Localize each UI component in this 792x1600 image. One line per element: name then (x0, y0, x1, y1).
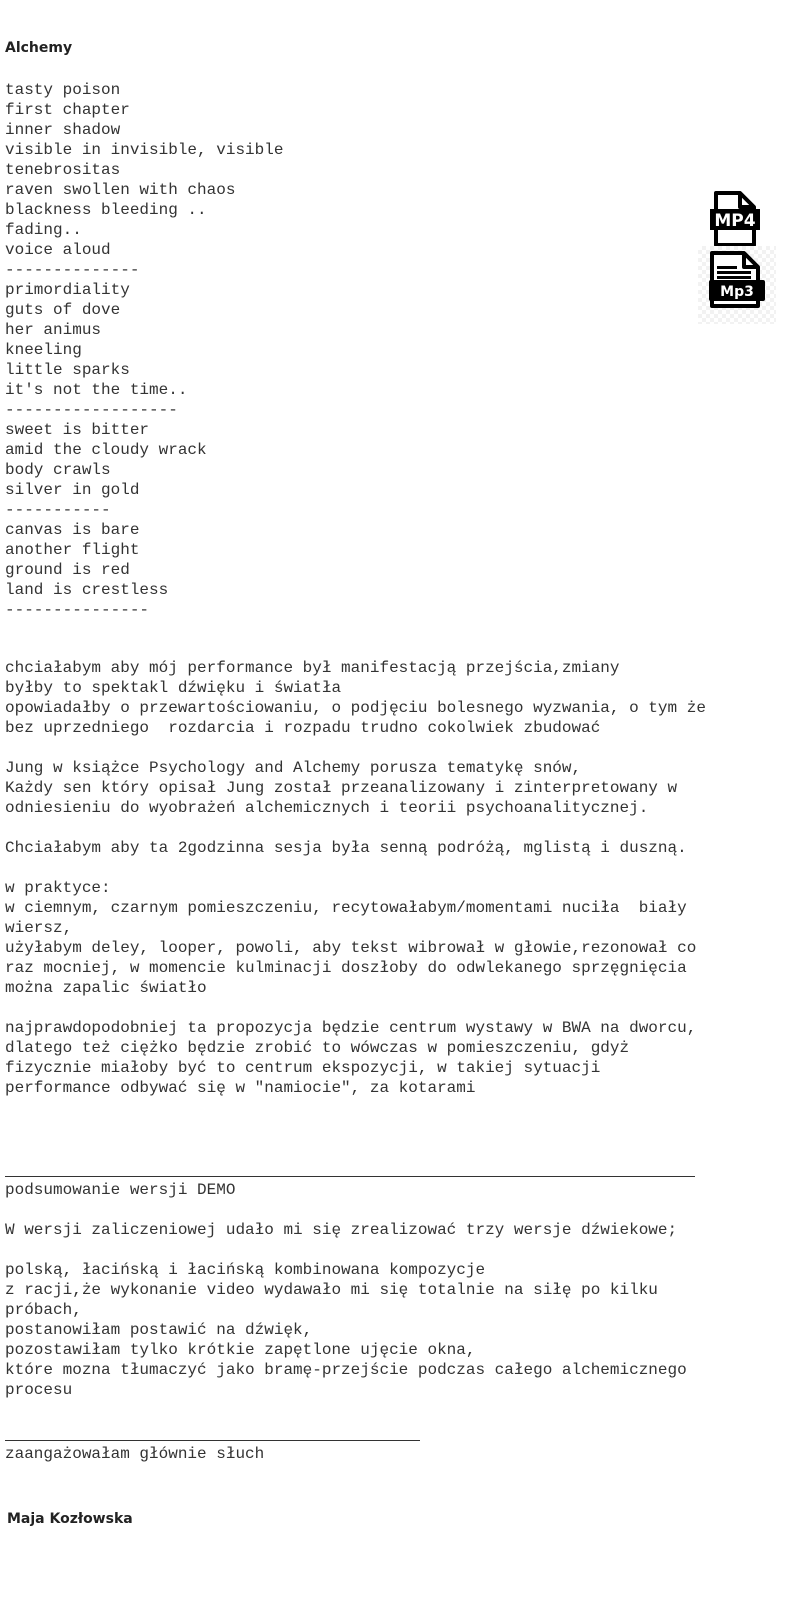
page-title: Alchemy (5, 40, 73, 56)
closing-divider (5, 1440, 420, 1441)
poem-text: tasty poison first chapter inner shadow visible in invisible, visible tenebrositas raven swollen with chaos blackness bleeding .. fading.. voice aloud -------------- primordiality guts of dove her animus kneeling little sparks it's not the time.. ------------------ sweet is bitter amid the cloudy wrack body crawls silver in gold ----------- canvas is bare another flight ground is red land is crestless --------------- (5, 81, 284, 619)
closing-line: zaangażowałam głównie słuch (5, 1445, 265, 1463)
mp3-label: Mp3 (720, 284, 754, 300)
mp4-file-icon (710, 191, 760, 247)
performance-description: chciałabym aby mój performance był manifestacją przejścia,zmiany byłby to spektakl dźwięku i światła opowiadałby o przewartościowaniu, o podjęciu bolesnego wyzwania, o tym że bez uprzedniego rozdarcia i rozpadu trudno cokolwiek zbudować Jung w książce Psychology and Alchemy porusza tematykę snów, Każdy sen który opisał Jung został przeanalizowany i zinterpretowany w odniesieniu do wyobrażeń alchemicznych i teorii psychoanalitycznej. Chciałabym aby ta 2godzinna sesja była senną podróżą, mglistą i duszną. w praktyce: w ciemnym, czarnym pomieszczeniu, recytowałabym/momentami nuciła biały wiersz, użyłabym deley, looper, powoli, aby tekst wibrował w głowie,rezonował co raz mocniej, w momencie kulminacji doszłoby do odwlekanego sprzęgnięcia można zapalic światło najprawdopodobniej ta propozycja będzie centrum wystawy w BWA na dworcu, dlatego też ciężko będzie zrobić to wówczas w pomieszczeniu, gdyż fizycznie miałoby być to centrum ekspozycji, w takiej sytuacji performance odbywać się w "namiocie", za kotarami (5, 659, 706, 1097)
mp3-file-icon (698, 246, 776, 324)
mp3-download-link[interactable] (698, 246, 776, 324)
author-name: Maja Kozłowska (7, 1511, 133, 1527)
mp4-label: MP4 (714, 211, 756, 231)
mp4-download-link[interactable] (710, 191, 760, 247)
section-divider (5, 1176, 695, 1177)
demo-summary: podsumowanie wersji DEMO W wersji zaliczeniowej udało mi się zrealizować trzy wersje dźwiekowe; polską, łacińską i łacińską kombinowana kompozycje z racji,że wykonanie video wydawało mi się totalnie na siłę po kilku próbach, postanowiłam postawić na dźwięk, pozostawiłam tylko krótkie zapętlone ujęcie okna, które mozna tłumaczyć jako bramę-przejście podczas całego alchemicznego procesu (5, 1181, 687, 1399)
